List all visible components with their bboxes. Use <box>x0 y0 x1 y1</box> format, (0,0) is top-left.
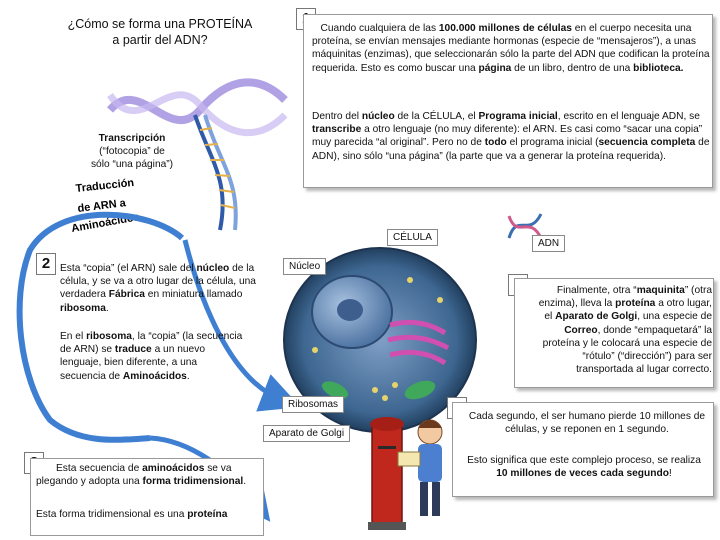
text-segment: en miniatura llamado <box>144 289 243 301</box>
text-segment: Aminoácidos <box>122 370 187 382</box>
text-segment: Cuando cualquiera de las <box>312 23 439 34</box>
translation-line-2: de ARN a <box>76 197 127 215</box>
text-segment: el programa inicial ( <box>506 137 599 149</box>
title-line-1: ¿Cómo se forma una PROTEÍNA <box>67 17 253 31</box>
text-segment: Aparato de Golgi <box>555 311 638 323</box>
step-3-paragraph-2 <box>36 508 260 521</box>
label-adn: ADN <box>532 235 565 252</box>
text-segment: , la “copia” (la secuencia de ARN) se <box>60 331 243 356</box>
text-segment: Esta “copia” (el ARN) sale del <box>60 263 197 274</box>
text-segment: página <box>478 62 512 74</box>
label-ribosomas: Ribosomas <box>282 396 344 413</box>
text-segment: , donde “empaquetará” la proteína y le colocará una especie de “rótulo” (“dirección”) para ser transportada al lugar correcto. <box>542 324 712 376</box>
text-segment: Correo <box>564 324 598 336</box>
step-2-paragraph-2 <box>60 330 245 383</box>
text-segment: 10 millones de veces cada segundo <box>496 468 669 480</box>
arrow-translation <box>20 215 182 440</box>
translation-line-1: Traducción <box>75 176 135 195</box>
text-segment: Dentro del <box>312 111 362 122</box>
text-segment: de ADN), sino sólo “una página” (la parte que va a generar la proteína requerida). <box>312 137 710 162</box>
text-segment: ! <box>668 468 672 480</box>
text-segment: En el <box>60 331 87 342</box>
text-segment: núcleo <box>196 263 230 274</box>
text-segment: forma tridimensional <box>142 476 244 488</box>
text-segment: a un nuevo lenguaje, bien diferente, a una secuencia de <box>60 344 205 382</box>
text-segment: maquinita <box>636 285 685 296</box>
text-segment: todo <box>484 137 507 149</box>
text-segment: biblioteca. <box>633 62 684 74</box>
text-segment: transcribe <box>312 124 362 136</box>
text-segment: . <box>243 476 247 488</box>
text-segment: Finalmente, otra “ <box>556 285 637 296</box>
step-2-paragraph-1 <box>60 262 275 315</box>
text-segment: Programa inicial <box>478 111 558 122</box>
text-segment: Transcripción <box>98 133 166 144</box>
text-segment: . <box>105 302 109 314</box>
text-segment: Cada segundo, el ser humano pierde 10 millones de células, y se reponen en 1 segundo. <box>468 411 706 436</box>
title-line-2: a partir del ADN? <box>112 33 208 47</box>
text-segment: proteína <box>187 509 228 520</box>
text-segment: en el cuerpo necesita una proteína, se envían mensajes mediante hormonas (especie de “mensajeros”), a unas máquinitas (enzimas), que seleccionarán sólo la parte del ADN que codifican la proteína requerida. Esto es como buscar una <box>312 23 713 74</box>
text-segment: núcleo <box>361 111 395 122</box>
postman-figure <box>398 420 442 516</box>
text-segment: , una especie de <box>637 311 712 323</box>
text-segment: ribosoma <box>86 331 132 342</box>
text-segment: Esta forma tridimensional es una <box>36 509 188 520</box>
text-segment: de un libro, dentro de una <box>511 62 634 74</box>
text-segment: se va plegando y adopta una <box>36 463 232 488</box>
step-4-paragraph <box>528 284 712 376</box>
text-segment: Esta secuencia de <box>56 463 143 474</box>
text-segment: aminoácidos <box>142 463 205 474</box>
translation-line-3: Aminoácidos <box>70 211 141 235</box>
text-segment: proteína <box>615 298 656 310</box>
text-segment: traduce <box>114 344 152 356</box>
text-segment: 100.000 millones de células <box>438 23 572 34</box>
text-segment: Fábrica <box>108 289 145 301</box>
step-2-number: 2 <box>36 253 56 275</box>
text-segment: Esto significa que este complejo proceso, se realiza <box>467 455 701 466</box>
label-aparato-de-golgi: Aparato de Golgi <box>263 425 350 442</box>
text-segment: secuencia completa <box>598 137 696 149</box>
step-3-paragraph-1 <box>36 462 260 488</box>
text-segment: , escrito en el lenguaje ADN, se <box>557 111 700 122</box>
label-nucleo: Núcleo <box>283 258 326 275</box>
mailbox-illustration <box>368 410 458 535</box>
label-celula: CÉLULA <box>387 229 438 246</box>
text-segment: a otro lugar, el <box>544 298 712 323</box>
text-segment: (“fotocopia” de sólo “una página”) <box>90 146 174 171</box>
text-segment: . <box>186 370 190 382</box>
text-segment: a otro lenguaje (no muy diferente): el ARN. Es casi como “sacar una copia” muy parecida “al original”. Pero no de <box>312 124 703 149</box>
text-segment: de la célula, y se va a otro lugar de la célula, una verdadera <box>60 263 256 301</box>
text-segment: ribosoma <box>60 302 106 314</box>
text-segment: de la CÉLULA, el <box>394 111 479 122</box>
step-5-paragraph-2 <box>460 454 708 480</box>
step-5-paragraph-1 <box>466 410 708 436</box>
text-segment: ” (otra enzima), lleva la <box>538 285 712 310</box>
